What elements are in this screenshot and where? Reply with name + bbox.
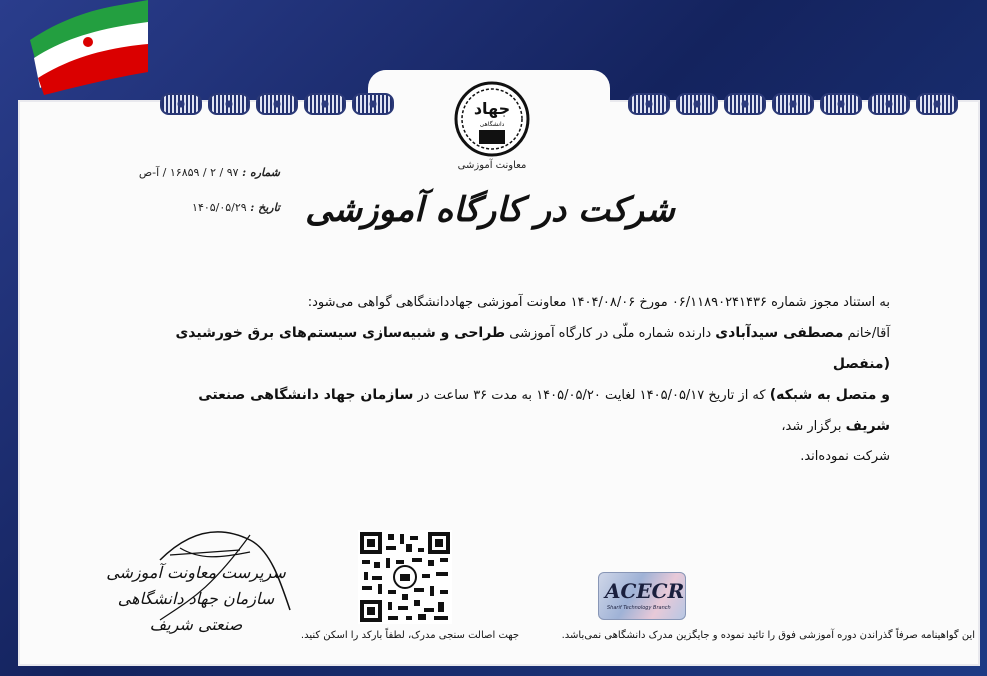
- body-line-4: شرکت نموده‌اند.: [800, 449, 890, 464]
- number-value: ۹۷ / ۲ / ۱۶۸۵۹ / آ-ص: [138, 166, 239, 179]
- signatory-line-2: صنعتی شریف: [149, 615, 243, 634]
- body-line-3: و متصل به شبکه) که از تاریخ ۱۴۰۵/۰۵/۱۷ لغایت ۱۴۰۵/۰۵/۲۰ به مدت ۳۶ ساعت در سازمان جهاد دانشگاهی صنعتی شریف برگزار شد،: [198, 387, 890, 434]
- acecr-hologram-logo: [598, 572, 686, 620]
- signatory-title: [96, 560, 296, 638]
- disclaimer-note: این گواهینامه صرفاً گذراندن دوره آموزشی فوق را تائید نموده و جایگزین مدرک دانشگاهی نمی‌باشد.: [561, 630, 975, 641]
- jahad-daneshgahi-logo: [453, 80, 531, 158]
- certificate-number: [120, 166, 280, 179]
- certificate-date: [120, 201, 280, 214]
- ornament-right: [628, 92, 958, 116]
- body-line-1: به استناد مجوز شماره ۰۶/۱۱۸۹۰۲۴۱۴۳۶ مورخ ۱۴۰۴/۰۸/۰۶ معاونت آموزشی جهاددانشگاهی گواهی می‌شود:: [307, 295, 890, 310]
- recipient-name: مصطفی سیدآبادی: [715, 325, 844, 341]
- date-label: تاریخ :: [250, 201, 280, 214]
- course-title: طراحی و شبیه‌سازی سیستم‌های برق خورشیدی (منفصل: [175, 325, 890, 372]
- logo-caption: معاونت آموزشی: [457, 160, 527, 171]
- verification-qr-code[interactable]: [358, 530, 452, 624]
- certificate-title: شرکت در کارگاه آموزشی: [305, 190, 675, 230]
- logo-sub: دانشگاهی: [479, 121, 505, 128]
- signatory-line-1: سرپرست معاونت آموزشی سازمان جهاد دانشگاهی: [106, 563, 286, 608]
- ornament-left: [160, 92, 394, 116]
- qr-instruction: جهت اصالت سنجی مدرک، لطفاً بارکد را اسکن کنید.: [300, 630, 520, 641]
- organization-name: سازمان جهاد دانشگاهی صنعتی شریف: [198, 387, 890, 434]
- body-line-2: آقا/خانم مصطفی سیدآبادی دارنده شماره ملّی در کارگاه آموزشی طراحی و شبیه‌سازی سیستم‌های برق خورشیدی (منفصل: [175, 325, 890, 372]
- iran-flag-icon: [20, 0, 150, 95]
- certificate-body: [170, 288, 890, 472]
- acecr-logo-text: ACECR: [605, 579, 685, 603]
- acecr-logo-sub: Sharif Technology Branch: [607, 605, 671, 611]
- number-label: شماره :: [242, 166, 280, 179]
- logo-name: جهاد: [473, 99, 511, 118]
- date-value: ۱۴۰۵/۰۵/۲۹: [192, 201, 247, 214]
